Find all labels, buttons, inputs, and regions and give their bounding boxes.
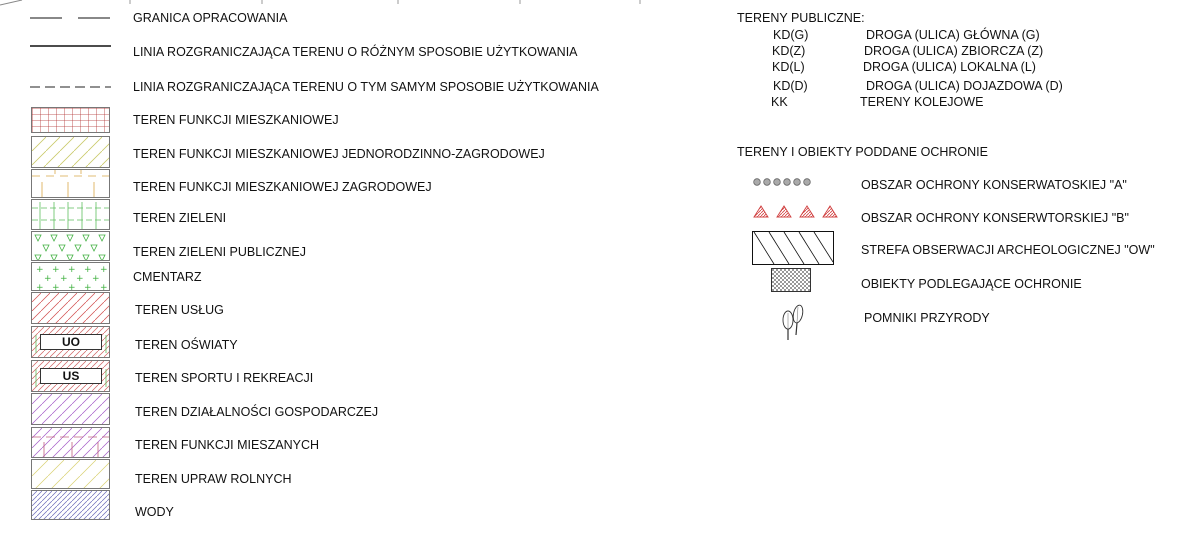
hatched-box-icon <box>752 231 834 265</box>
legend-label-11: TEREN FUNKCJI MIESZANYCH <box>135 438 320 452</box>
protected-label-4: OBIEKTY PODLEGAJĄCE OCHRONIE <box>861 277 1082 291</box>
legend-label-1: TEREN FUNKCJI MIESZKANIOWEJ <box>133 113 339 127</box>
legend-label-2: TEREN FUNKCJI MIESZKANIOWEJ JEDNORODZINNO-ZAGRODOWEJ <box>133 147 545 161</box>
protected-label-5: POMNIKI PRZYRODY <box>864 311 990 325</box>
road-desc-2: DROGA (ULICA) ZBIORCZA (Z) <box>864 44 1044 58</box>
legend-label-5: TEREN ZIELENI PUBLICZNEJ <box>133 245 306 259</box>
same-use-line-label: LINIA ROZGRANICZAJĄCA TERENU O TYM SAMYM SPOSOBIE UŻYTKOWANIA <box>133 80 599 94</box>
svg-text:+: + <box>52 265 60 275</box>
svg-text:+: + <box>100 265 108 275</box>
water-swatch <box>31 490 110 520</box>
education-tag: UO <box>40 334 102 350</box>
crosshatch-box-icon <box>771 268 811 292</box>
single-family-farm-swatch <box>31 136 110 168</box>
protected-label-2: OBSZAR OCHRONY KONSERWTORSKIEJ "B" <box>861 211 1129 225</box>
road-desc-3: DROGA (ULICA) LOKALNA (L) <box>863 60 1036 74</box>
legend-label-3: TEREN FUNKCJI MIESZKANIOWEJ ZAGRODOWEJ <box>133 180 432 194</box>
diff-use-line-symbol <box>30 44 112 48</box>
diff-use-line-label: LINIA ROZGRANICZAJĄCA TERENU O RÓŻNYM SPOSOBIE UŻYTKOWANIA <box>133 45 578 59</box>
svg-text:+: + <box>52 283 60 291</box>
road-desc-1: DROGA (ULICA) GŁÓWNA (G) <box>866 28 1040 42</box>
svg-text:+: + <box>84 265 92 275</box>
farm-residential-swatch <box>31 169 110 198</box>
tree-icon <box>780 302 806 342</box>
road-code-5: KK <box>771 95 788 109</box>
border-line-label: GRANICA OPRACOWANIA <box>133 11 288 25</box>
svg-text:+: + <box>36 283 44 291</box>
dots-icon <box>752 177 812 187</box>
road-code-4: KD(D) <box>773 79 808 93</box>
legend-label-4: TEREN ZIELENI <box>133 211 227 225</box>
svg-text:+: + <box>92 274 100 284</box>
public-greenery-swatch <box>31 231 110 261</box>
sport-tag: US <box>40 368 102 384</box>
road-desc-4: DROGA (ULICA) DOJAZDOWA (D) <box>866 79 1063 93</box>
legend-label-8: TEREN OŚWIATY <box>135 338 238 352</box>
svg-text:+: + <box>68 265 76 275</box>
farmland-swatch <box>31 459 110 489</box>
legend-label-12: TEREN UPRAW ROLNYCH <box>135 472 292 486</box>
legend-label-10: TEREN DZIAŁALNOŚCI GOSPODARCZEJ <box>135 405 379 419</box>
road-desc-5: TERENY KOLEJOWE <box>860 95 984 109</box>
mixed-use-swatch <box>31 427 110 458</box>
svg-text:+: + <box>68 283 76 291</box>
greenery-swatch <box>31 199 110 230</box>
svg-text:+: + <box>60 274 68 284</box>
protected-label-1: OBSZAR OCHRONY KONSERWATOSKIEJ "A" <box>861 178 1127 192</box>
legend-label-9: TEREN SPORTU I REKREACJI <box>135 371 314 385</box>
residential-swatch <box>31 107 110 133</box>
business-swatch <box>31 393 110 425</box>
svg-text:+: + <box>36 265 44 275</box>
triangles-icon <box>752 204 840 218</box>
svg-text:+: + <box>100 283 108 291</box>
public-areas-heading: TERENY PUBLICZNE: <box>737 11 865 25</box>
svg-text:+: + <box>84 283 92 291</box>
protected-heading: TERENY I OBIEKTY PODDANE OCHRONIE <box>737 145 988 159</box>
legend-label-7: TEREN USŁUG <box>135 303 224 317</box>
top-border-decoration <box>0 0 650 8</box>
road-code-1: KD(G) <box>773 28 809 42</box>
legend-label-13: WODY <box>135 505 174 519</box>
same-use-line-symbol <box>30 85 112 89</box>
protected-label-3: STREFA OBSERWACJI ARCHEOLOGICZNEJ "OW" <box>861 243 1155 257</box>
road-code-3: KD(L) <box>772 60 805 74</box>
education-swatch <box>31 326 110 358</box>
road-code-2: KD(Z) <box>772 44 806 58</box>
svg-text:+: + <box>44 274 52 284</box>
services-swatch <box>31 292 110 324</box>
cemetery-swatch <box>31 262 110 291</box>
legend-label-6: CMENTARZ <box>133 270 202 284</box>
sport-swatch <box>31 360 110 392</box>
border-line-symbol <box>30 15 112 21</box>
svg-text:+: + <box>76 274 84 284</box>
